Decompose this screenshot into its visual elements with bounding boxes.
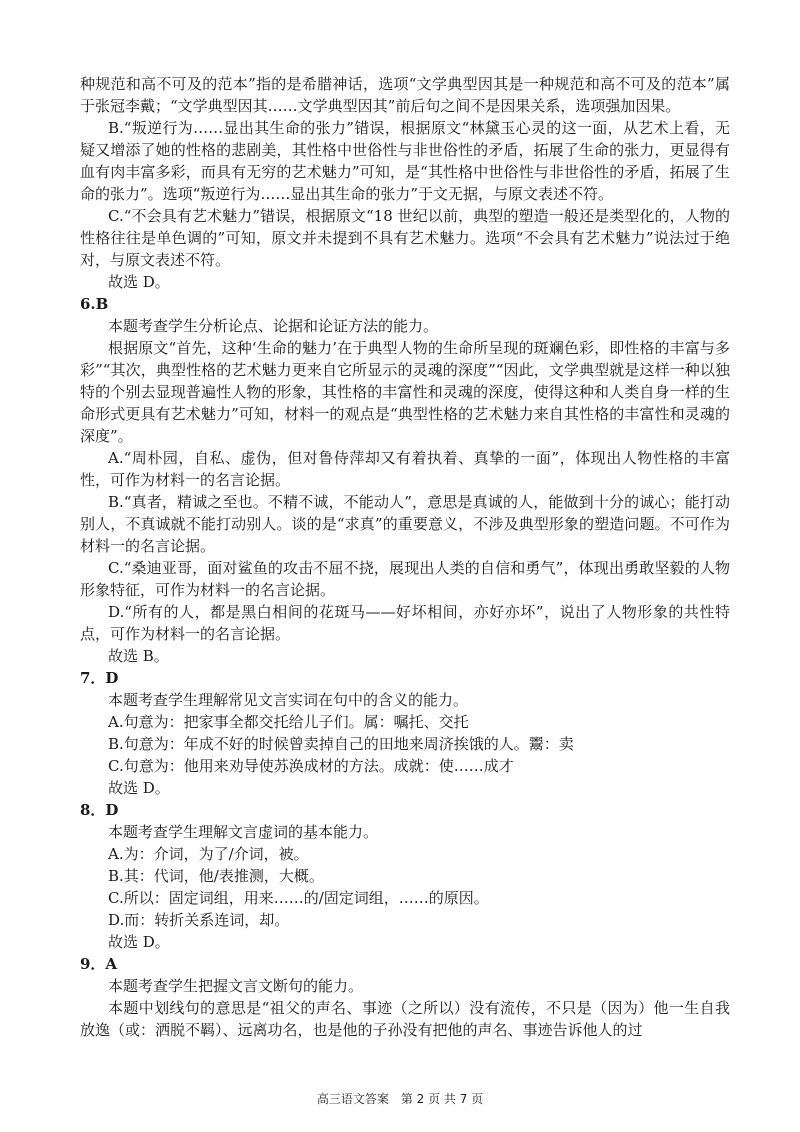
answer-paragraph: 本题考查学生把握文言文断句的能力。 [108, 977, 364, 995]
question-number: 9．A [80, 955, 118, 973]
answer-paragraph: D.“所有的人，都是黑白相间的花斑马——好坏相间，亦好亦坏”，说出了人物形象的共性特点，可作为材料一的名言论据。 [80, 603, 730, 643]
answer-paragraph: C.“不会具有艺术魅力”错误，根据原文“18 世纪以前，典型的塑造一般还是类型化的，人物的性格往往是单色调的”可知，原文并未提到不具有艺术魅力。选项“不会具有艺术魅力”说法过于绝对，与原文表述不符。 [80, 207, 730, 269]
answer-paragraph: B.“叛逆行为……显出其生命的张力”错误，根据原文“林黛玉心灵的这一面，从艺术上看，无疑又增添了她的性格的悲剧美，其性格中世俗性与非世俗性的矛盾，拓展了生命的张力，更显得有血有肉丰富多彩，而具有无穷的艺术魅力”可知，是“其性格中世俗性与非世俗性的矛盾，拓展了生命的张力”。选项“叛逆行为……显出其生命的张力”于文无据，与原文表述不符。 [80, 119, 730, 203]
answer-body [80, 73, 730, 1041]
answer-paragraph: C.所以：固定词组，用来……的/固定词组，……的原因。 [108, 889, 489, 907]
answer-paragraph: 本题中划线句的意思是“祖父的声名、事迹（之所以）没有流传，不只是（因为）他一生自我放逸（或：洒脱不羁）、远离功名，也是他的子孙没有把他的声名、事迹告诉他人的过 [80, 999, 730, 1039]
answer-paragraph: 本题考查学生理解常见文言实词在句中的含义的能力。 [108, 691, 469, 709]
question-number: 6.B [80, 295, 109, 313]
answer-paragraph: D.而：转折关系连词，却。 [108, 911, 290, 929]
question-number: 8．D [80, 801, 119, 819]
answer-paragraph: 根据原文“首先，这种‘生命的魅力’在于典型人物的生命所呈现的斑斓色彩，即性格的丰富与多彩”“其次，典型性格的艺术魅力更来自它所显示的灵魂的深度”“因此，文学典型就是这样一种以独特的个别去显现普遍性人物的形象，其性格的丰富性和灵魂的深度，使得这种和人类自身一样的生命形式更具有艺术魅力”可知，材料一的观点是“典型性格的艺术魅力来自其性格的丰富性和灵魂的深度”。 [80, 339, 730, 445]
answer-paragraph: A.句意为：把家事全都交托给儿子们。属：嘱托、交托 [108, 713, 469, 731]
answer-paragraph: 本题考查学生理解文言虚词的基本能力。 [108, 823, 379, 841]
answer-paragraph: A.“周朴园，自私、虚伪，但对鲁侍萍却又有着执着、真挚的一面”，体现出人物性格的丰富性，可作为材料一的名言论据。 [80, 449, 730, 489]
answer-paragraph: 故选 D。 [108, 273, 170, 291]
answer-paragraph: C.句意为：他用来劝导使苏涣成材的方法。成就：使……成才 [108, 757, 514, 775]
page-footer: 高三语文答案 第 2 页 共 7 页 [316, 1092, 484, 1106]
answer-paragraph: C.“桑迪亚哥，面对鲨鱼的攻击不屈不挠，展现出人类的自信和勇气”，体现出勇敢坚毅的人物形象特征，可作为材料一的名言论据。 [80, 559, 730, 599]
answer-paragraph: 故选 B。 [108, 647, 169, 665]
question-number: 7．D [80, 669, 119, 687]
answer-paragraph: 种规范和高不可及的范本”指的是希腊神话，选项“文学典型因其是一种规范和高不可及的范本”属于张冠李戴；“文学典型因其……文学典型因其”前后句之间不是因果关系，选项强加因果。 [80, 75, 730, 115]
answer-paragraph: 故选 D。 [108, 933, 170, 951]
answer-paragraph: 本题考查学生分析论点、论据和论证方法的能力。 [108, 317, 439, 335]
answer-paragraph: B.“真者，精诚之至也。不精不诚，不能动人”，意思是真诚的人，能做到十分的诚心；能打动别人，不真诚就不能打动别人。谈的是“求真”的重要意义，不涉及典型形象的塑造问题。不可作为材料一的名言论据。 [80, 493, 730, 555]
answer-paragraph: 故选 D。 [108, 779, 170, 797]
answer-paragraph: A.为：介词，为了/介词，被。 [108, 845, 309, 863]
answer-paragraph: B.句意为：年成不好的时候曾卖掉自己的田地来周济挨饿的人。鬻：卖 [108, 735, 574, 753]
answer-paragraph: B.其：代词，他/表推测，大概。 [108, 867, 324, 885]
